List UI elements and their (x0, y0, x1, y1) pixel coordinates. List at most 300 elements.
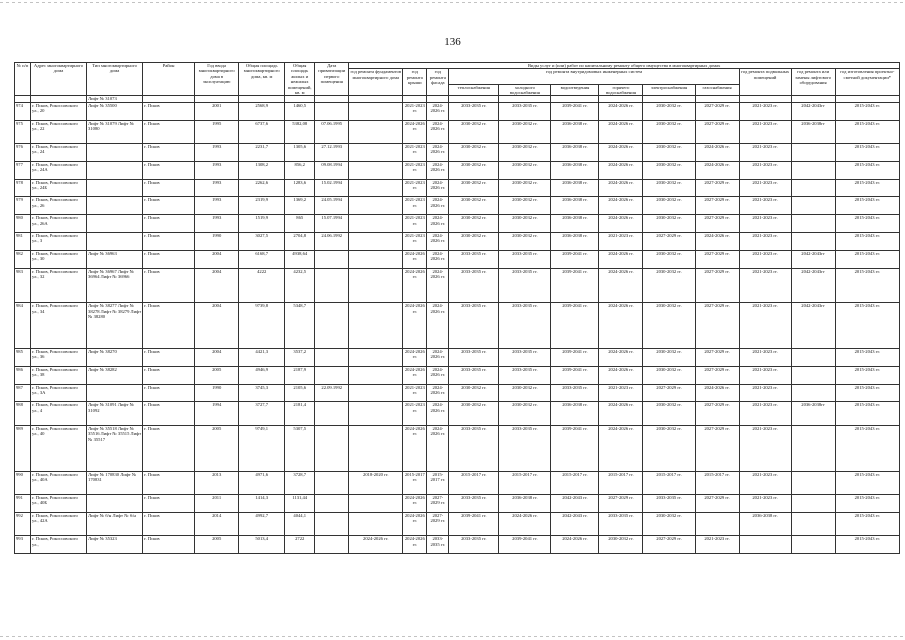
cell-type: Лифт № 38270 (87, 349, 143, 367)
cell-type (87, 215, 143, 233)
cell-district: г. Псков (143, 215, 195, 233)
cell-roof: 2024-2026 гг. (403, 349, 427, 367)
cell-year: 2004 (195, 250, 239, 268)
header-hot-water: горячего водоснабжения (599, 84, 643, 96)
cell-facade: 2015-2017 гг. (427, 471, 449, 494)
cell-gas: 2027-2029 гг. (695, 120, 739, 143)
cell-gas: 2024-2026 гг. (695, 161, 739, 179)
cell-roof: 2021-2023 гг. (403, 102, 427, 120)
cell-hot-water: 2024-2026 гг. (599, 144, 643, 162)
cell-year: 1993 (195, 144, 239, 162)
cell-hot-water: 2024-2026 гг. (599, 425, 643, 471)
cell-year: 1990 (195, 233, 239, 251)
cell-foundation: 2018-2020 гг. (349, 471, 403, 494)
cell-address: г. Псков, Рокоссовского ул., (31, 536, 87, 554)
cell-heat: 2030-2032 гг. (449, 120, 499, 143)
cell-total-area: 9749,1 (239, 425, 285, 471)
cell-address: г. Псков, Рокоссовского ул., 42А (31, 512, 87, 535)
cell-foundation (349, 494, 403, 512)
cell-power: 2030-2032 гг. (643, 120, 695, 143)
cell-drainage: 2036-2038 гг. (551, 144, 599, 162)
table-row (15, 425, 900, 471)
cell-heat: 2033-2035 гг. (449, 250, 499, 268)
cell-docs: 2015-2043 гг. (835, 233, 899, 251)
cell-drainage: 2039-2041 гг. (551, 349, 599, 367)
cell-foundation (349, 268, 403, 303)
cell-foundation (349, 384, 403, 402)
header-foundation: год ремонта фундаментов многоквартирного дома (349, 69, 403, 96)
cell-gas: 2027-2029 гг. (695, 402, 739, 425)
cell-docs: 2015-2043 гг. (835, 536, 899, 554)
cell-lift: 2042-2043гг (791, 303, 835, 349)
table-row (15, 384, 900, 402)
cell-facade: 2024-2026 гг. (427, 102, 449, 120)
cell-num: 986 (15, 366, 31, 384)
cell-priv-date: 07.06.1995 (315, 120, 349, 143)
cell-roof: 2021-2023 гг. (403, 144, 427, 162)
cell-facade: 2027-2029 гг. (427, 494, 449, 512)
cell-year: 2004 (195, 303, 239, 349)
cell-address: г. Псков, Рокоссовского ул., 34 (31, 303, 87, 349)
cell-roof: 2024-2026 гг. (403, 536, 427, 554)
cell-drainage: 2039-2041 гг. (551, 303, 599, 349)
cell-total-area: 2262,6 (239, 179, 285, 197)
cell-power: 2030-2032 гг. (643, 349, 695, 367)
cell-power: 2027-2029 гг. (643, 536, 695, 554)
cell-gas: 2027-2029 гг. (695, 197, 739, 215)
cell-cold-water: 2033-2035 гг. (499, 250, 551, 268)
cell-facade: 2024-2026 гг. (427, 366, 449, 384)
page-number: 136 (444, 36, 461, 48)
cell-priv-date: 15.02.1994 (315, 179, 349, 197)
cell-drainage: 2042-2043 гг. (551, 512, 599, 535)
cell-type: Лифт № 35518 Лифт № 35516 Лифт № 35515 Лифт № 35517 (87, 425, 143, 471)
cell-type: Лифт № 35323 (87, 536, 143, 554)
cell-lift (791, 215, 835, 233)
cell-basement: 2021-2023 гг. (739, 215, 791, 233)
cell-basement: 2021-2023 гг. (739, 250, 791, 268)
cell-drainage: 2036-2038 гг. (551, 161, 599, 179)
cell-drainage: 2036-2038 гг. (551, 120, 599, 143)
cell-heat: 2033-2035 гг. (449, 349, 499, 367)
cell-gas: 2027-2029 гг. (695, 303, 739, 349)
cell-total-area: 1519,9 (239, 215, 285, 233)
cell-address: г. Псков, Рокоссовского ул., 3А (31, 384, 87, 402)
cell-living-area: 1305,6 (285, 144, 315, 162)
header-type: Тип многоквартирного дома (87, 63, 143, 96)
cell-lift: 2042-2043гг (791, 268, 835, 303)
cell-heat: 2033-2035 гг. (449, 425, 499, 471)
cell-docs: 2015-2043 гг. (835, 425, 899, 471)
cell-hot-water: 2024-2026 гг. (599, 179, 643, 197)
cell-total-area: 3027,5 (239, 233, 285, 251)
cell-hot-water: 2021-2023 гг. (599, 384, 643, 402)
cell-priv-date: 27.12.1993 (315, 144, 349, 162)
cell-living-area: 5307,5 (285, 425, 315, 471)
cell-gas: 2015-2017 гг. (695, 471, 739, 494)
cell-lift (791, 494, 835, 512)
cell-foundation (349, 402, 403, 425)
cell-lift (791, 471, 835, 494)
cell-num: 990 (15, 471, 31, 494)
cell-docs: 2015-2043 гг. (835, 144, 899, 162)
cell-lift: 2036-2038гг (791, 120, 835, 143)
cell-year: 2001 (195, 102, 239, 120)
header-living-area: Общая площадь жилых и нежилых помещений, кв. м (285, 63, 315, 96)
cell-district: г. Псков (143, 197, 195, 215)
cell-drainage: 2039-2041 гг. (551, 250, 599, 268)
cell-docs: 2015-2043 гг. (835, 349, 899, 367)
cell-total-area: 9739,8 (239, 303, 285, 349)
cell-year: 1994 (195, 402, 239, 425)
cell-lift (791, 179, 835, 197)
cell-num: 992 (15, 512, 31, 535)
cell-living-area: 2105,6 (285, 384, 315, 402)
cell-type: Лифт № 31079 Лифт № 31080 (87, 120, 143, 143)
cell-roof: 2024-2026 гг. (403, 303, 427, 349)
cell-gas: 2021-2023 гг. (695, 536, 739, 554)
cell-year: 2011 (195, 494, 239, 512)
cell-basement: 2021-2023 гг. (739, 471, 791, 494)
cell-foundation (349, 349, 403, 367)
cell-gas: 2027-2029 гг. (695, 366, 739, 384)
cell-year: 2004 (195, 268, 239, 303)
table-row (15, 161, 900, 179)
cell-living-area: 5382,08 (285, 120, 315, 143)
cell-roof: 2021-2023 гг. (403, 161, 427, 179)
cell-total-area: 2319,9 (239, 197, 285, 215)
cell-facade: 2024-2026 гг. (427, 144, 449, 162)
cell-docs: 2015-2043 гг. (835, 250, 899, 268)
cell-address: г. Псков, Рокоссовского ул., 22 (31, 120, 87, 143)
cell-num: 991 (15, 494, 31, 512)
cell-hot-water: 2024-2026 гг. (599, 215, 643, 233)
cell-roof: 2024-2026 гг. (403, 494, 427, 512)
cell-lift: 2042-2043гг (791, 250, 835, 268)
cell-roof: 2021-2023 гг. (403, 197, 427, 215)
cell-address: г. Псков, Рокоссовского ул., 32 (31, 268, 87, 303)
cell-total-area: 6168,7 (239, 250, 285, 268)
table-body (15, 96, 900, 554)
cell-living-area: 3728,7 (285, 471, 315, 494)
cell-roof: 2021-2023 гг. (403, 233, 427, 251)
cell-cold-water: 2033-2035 гг. (499, 349, 551, 367)
cell-foundation (349, 215, 403, 233)
cell-facade: 2024-2026 гг. (427, 384, 449, 402)
cell-priv-date (315, 268, 349, 303)
cell-heat: 2030-2032 гг. (449, 161, 499, 179)
cell-total-area: 2568,9 (239, 102, 285, 120)
cell-roof: 2024-2026 гг. (403, 250, 427, 268)
cell-num: 979 (15, 197, 31, 215)
cell-heat: 2033-2035 гг. (449, 102, 499, 120)
cell-drainage: 2024-2026 гг. (551, 536, 599, 554)
cell-facade: 2024-2026 гг. (427, 233, 449, 251)
cell-foundation (349, 197, 403, 215)
capital-repair-table (14, 62, 900, 554)
table-row (15, 233, 900, 251)
cell-foundation (349, 102, 403, 120)
table-row (15, 512, 900, 535)
cell-hot-water: 2021-2023 гг. (599, 233, 643, 251)
cell-living-area: 4938,64 (285, 250, 315, 268)
cell-cold-water: 2039-2041 гг. (499, 536, 551, 554)
cell-drainage: 2036-2038 гг. (551, 215, 599, 233)
cell-total-area: 4992,7 (239, 512, 285, 535)
cell-power: 2030-2032 гг. (643, 215, 695, 233)
cell-lift (791, 161, 835, 179)
cell-priv-date: 24.05.1994 (315, 197, 349, 215)
cell-cold-water: 2030-2032 гг. (499, 161, 551, 179)
cell-roof: 2024-2026 гг. (403, 268, 427, 303)
cell-facade: 2024-2026 гг. (427, 303, 449, 349)
cell-gas: 2027-2029 гг. (695, 349, 739, 367)
cell-gas: 2024-2026 гг. (695, 384, 739, 402)
cell-num: 975 (15, 120, 31, 143)
cell-basement: 2021-2023 гг. (739, 197, 791, 215)
header-num: № п/п (15, 63, 31, 96)
cell-num: 982 (15, 250, 31, 268)
table-row (15, 494, 900, 512)
cell-gas: 2027-2029 гг. (695, 102, 739, 120)
cell-address: г. Псков, Рокоссовского ул., 30 (31, 250, 87, 268)
table-row (15, 120, 900, 143)
table-row (15, 144, 900, 162)
table-row (15, 197, 900, 215)
cell-gas: 2024-2026 гг. (695, 144, 739, 162)
cell-roof: 2024-2026 гг. (403, 425, 427, 471)
cell-type (87, 161, 143, 179)
cell-drainage: 2039-2041 гг. (551, 268, 599, 303)
cell-lift (791, 366, 835, 384)
cell-drainage: 2039-2041 гг. (551, 366, 599, 384)
table-row (15, 215, 900, 233)
cell-gas: 2027-2029 гг. (695, 250, 739, 268)
cell-address: г. Псков, Рокоссовского ул., 40Б (31, 494, 87, 512)
cell-address: г. Псков, Рокоссовского ул., 38 (31, 366, 87, 384)
header-facade: год ремонта фасада (427, 69, 449, 96)
table-row (15, 402, 900, 425)
cell-cold-water: 2030-2032 гг. (499, 384, 551, 402)
cell-total-area: 4971,6 (239, 471, 285, 494)
cell-gas: 2027-2029 гг. (695, 215, 739, 233)
header-heat: теплоснабжения (449, 84, 499, 96)
cell-total-area: 1414,3 (239, 494, 285, 512)
cell-year: 1993 (195, 179, 239, 197)
cell-district: г. Псков (143, 303, 195, 349)
cell-drainage: 2036-2038 гг. (551, 179, 599, 197)
cell-cold-water: 2030-2032 гг. (499, 120, 551, 143)
cell-basement: 2021-2023 гг. (739, 144, 791, 162)
cell-drainage: 2036-2038 гг. (551, 402, 599, 425)
cell-lift (791, 197, 835, 215)
cell-living-area: 5348,7 (285, 303, 315, 349)
cell-facade: 2024-2026 гг. (427, 179, 449, 197)
cell-hot-water: 2024-2026 гг. (599, 349, 643, 367)
cell-power: 2027-2029 гг. (643, 233, 695, 251)
cell-district: г. Псков (143, 402, 195, 425)
cell-hot-water: 2015-2017 гг. (599, 471, 643, 494)
cell-power: 2030-2032 гг. (643, 366, 695, 384)
cell-drainage: 2015-2017 гг. (551, 471, 599, 494)
cell-priv-date: 15.07.1994 (315, 215, 349, 233)
table-row (15, 102, 900, 120)
cell-year: 2005 (195, 425, 239, 471)
cell-type: Лифт № 31073 (87, 96, 143, 102)
cell-basement: 2021-2023 гг. (739, 102, 791, 120)
cell-type: Лифт № 36967 Лифт № 36964 Лифт № 36966 (87, 268, 143, 303)
table-row (15, 179, 900, 197)
cell-basement: 2036-2038 гг. (739, 512, 791, 535)
cell-priv-date (315, 349, 349, 367)
cell-priv-date (315, 536, 349, 554)
cell-year: 2005 (195, 366, 239, 384)
cell-type (87, 197, 143, 215)
cell-cold-water: 2033-2035 гг. (499, 268, 551, 303)
cell-basement (739, 536, 791, 554)
cell-docs: 2015-2043 гг. (835, 402, 899, 425)
cell-facade: 2027-2029 гг. (427, 512, 449, 535)
cell-facade: 2024-2026 гг. (427, 402, 449, 425)
cell-living-area: 856,2 (285, 161, 315, 179)
cell-num: 978 (15, 179, 31, 197)
cell-power: 2030-2032 гг. (643, 250, 695, 268)
cell-foundation (349, 366, 403, 384)
cell-priv-date (315, 402, 349, 425)
cell-num: 981 (15, 233, 31, 251)
cell-lift: 2042-2043гг (791, 102, 835, 120)
cell-gas: 2024-2026 гг. (695, 233, 739, 251)
cell-district: г. Псков (143, 233, 195, 251)
cell-lift (791, 384, 835, 402)
cell-living-area: 4044,1 (285, 512, 315, 535)
cell-address: г. Псков, Рокоссовского ул., 3 (31, 233, 87, 251)
cell-power: 2027-2029 гг. (643, 384, 695, 402)
cell-roof: 2015-2017 гг. (403, 471, 427, 494)
cell-priv-date (315, 303, 349, 349)
cell-hot-water: 2027-2029 гг. (599, 494, 643, 512)
cell-type: Лифт № 38282 (87, 366, 143, 384)
cell-type (87, 144, 143, 162)
cell-district: г. Псков (143, 425, 195, 471)
cell-facade: 2024-2026 гг. (427, 349, 449, 367)
scan-top-edge (0, 2, 905, 3)
cell-drainage: 2039-2041 гг. (551, 102, 599, 120)
cell-docs: 2015-2043 гг. (835, 384, 899, 402)
cell-num: 993 (15, 536, 31, 554)
cell-foundation (349, 179, 403, 197)
cell-num: 976 (15, 144, 31, 162)
cell-drainage: 2039-2041 гг. (551, 425, 599, 471)
cell-heat: 2033-2035 гг. (449, 494, 499, 512)
cell-district: г. Псков (143, 102, 195, 120)
cell-district: г. Псков (143, 349, 195, 367)
cell-docs: 2015-2043 гг. (835, 179, 899, 197)
cell-priv-date (315, 366, 349, 384)
header-drainage: водоотведения (551, 84, 599, 96)
cell-docs: 2015-2043 гг. (835, 303, 899, 349)
cell-heat: 2015-2017 гг. (449, 471, 499, 494)
cell-living-area: 865 (285, 215, 315, 233)
cell-type: Лифт № 36963 (87, 250, 143, 268)
header-district: Район (143, 63, 195, 96)
cell-docs: 2015-2043 гг. (835, 102, 899, 120)
cell-priv-date (315, 102, 349, 120)
cell-hot-water: 2024-2026 гг. (599, 102, 643, 120)
cell-facade: 2033-2035 гг. (427, 536, 449, 554)
cell-heat: 2033-2035 гг. (449, 268, 499, 303)
cell-roof: 2024-2026 гг. (403, 512, 427, 535)
cell-docs: 2015-2043 гг. (835, 471, 899, 494)
cell-basement: 2021-2023 гг. (739, 349, 791, 367)
cell-basement: 2021-2023 гг. (739, 366, 791, 384)
cell-facade: 2024-2026 гг. (427, 425, 449, 471)
cell-total-area: 3745,3 (239, 384, 285, 402)
cell-basement: 2021-2023 гг. (739, 384, 791, 402)
scan-bottom-edge (0, 636, 905, 637)
cell-drainage: 2033-2035 гг. (551, 384, 599, 402)
cell-cold-water: 2030-2032 гг. (499, 144, 551, 162)
cell-priv-date (315, 425, 349, 471)
cell-gas: 2027-2029 гг. (695, 425, 739, 471)
cell-hot-water: 2033-2035 гг. (599, 512, 643, 535)
cell-address: г. Псков, Рокоссовского ул., 26А (31, 215, 87, 233)
cell-heat: 2030-2032 гг. (449, 384, 499, 402)
cell-cold-water: 2030-2032 гг. (499, 233, 551, 251)
cell-hot-water: 2024-2026 гг. (599, 402, 643, 425)
cell-num: 987 (15, 384, 31, 402)
cell-total-area: 4946,9 (239, 366, 285, 384)
header-works-group: Виды услуг и (или) работ по капитальному ремонту общего имущества в многоквартирных домах (349, 63, 900, 69)
cell-district: г. Псков (143, 120, 195, 143)
cell-cold-water: 2024-2026 гг. (499, 512, 551, 535)
cell-docs: 2015-2043 гг. (835, 215, 899, 233)
cell-foundation (349, 425, 403, 471)
cell-priv-date (315, 494, 349, 512)
cell-power: 2030-2032 гг. (643, 268, 695, 303)
cell-hot-water: 2024-2026 гг. (599, 120, 643, 143)
cell-year: 1990 (195, 384, 239, 402)
cell-heat: 2030-2032 гг. (449, 402, 499, 425)
cell-facade: 2024-2026 гг. (427, 120, 449, 143)
cell-foundation (349, 303, 403, 349)
cell-hot-water: 2024-2026 гг. (599, 250, 643, 268)
table-row (15, 536, 900, 554)
cell-living-area: 1369,2 (285, 197, 315, 215)
cell-total-area: 2231,7 (239, 144, 285, 162)
cell-living-area: 2181,4 (285, 402, 315, 425)
cell-heat: 2030-2032 гг. (449, 179, 499, 197)
cell-cold-water: 2036-2038 гг. (499, 494, 551, 512)
cell-priv-date (315, 471, 349, 494)
cell-address: г. Псков, Рокоссовского ул., 24Б (31, 179, 87, 197)
cell-district: г. Псков (143, 384, 195, 402)
cell-foundation (349, 233, 403, 251)
cell-district: г. Псков (143, 366, 195, 384)
cell-living-area: 1131,44 (285, 494, 315, 512)
table-row (15, 250, 900, 268)
header-total-area: Общая площадь многоквартирного дома, кв. м (239, 63, 285, 96)
cell-power: 2030-2032 гг. (643, 402, 695, 425)
cell-type: Лифт № 31091 Лифт № 31092 (87, 402, 143, 425)
cell-year: 2005 (195, 536, 239, 554)
cell-lift (791, 425, 835, 471)
cell-hot-water: 2024-2026 гг. (599, 268, 643, 303)
cell-district: г. Псков (143, 179, 195, 197)
table-row (15, 268, 900, 303)
cell-priv-date: 09.08.1994 (315, 161, 349, 179)
cell-drainage: 2042-2043 гг. (551, 494, 599, 512)
